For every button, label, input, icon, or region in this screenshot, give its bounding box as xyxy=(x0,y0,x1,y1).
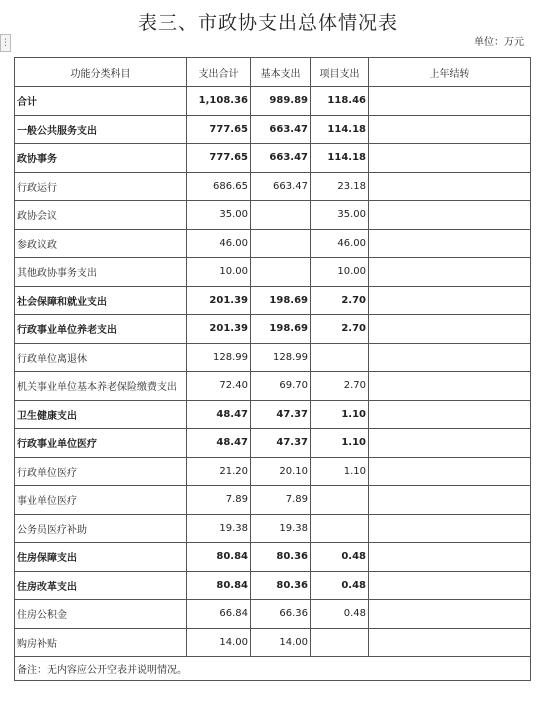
row-carryover-cell xyxy=(369,172,531,201)
table-row xyxy=(15,229,531,258)
table-row xyxy=(15,315,531,344)
table-row xyxy=(15,201,531,230)
table-row xyxy=(15,486,531,515)
row-name-cell: 公务员医疗补助 xyxy=(15,514,187,543)
row-name-cell: 住房改革支出 xyxy=(15,571,187,600)
row-basic-cell: 14.00 xyxy=(251,628,311,657)
header-category: 功能分类科目 xyxy=(15,58,187,87)
row-total-cell: 66.84 xyxy=(187,600,251,629)
row-total-cell: 10.00 xyxy=(187,258,251,287)
row-carryover-cell xyxy=(369,144,531,173)
row-name-cell: 其他政协事务支出 xyxy=(15,258,187,287)
row-project-cell: 2.70 xyxy=(311,286,369,315)
table-row xyxy=(15,258,531,287)
row-name-cell: 机关事业单位基本养老保险缴费支出 xyxy=(15,372,187,401)
row-basic-cell: 20.10 xyxy=(251,457,311,486)
row-basic-cell xyxy=(251,258,311,287)
row-name-cell: 一般公共服务支出 xyxy=(15,115,187,144)
row-carryover-cell xyxy=(369,258,531,287)
row-total-cell: 14.00 xyxy=(187,628,251,657)
row-project-cell: 10.00 xyxy=(311,258,369,287)
note-text: 备注：无内容应公开空表并说明情况。 xyxy=(15,657,531,681)
row-basic-cell: 7.89 xyxy=(251,486,311,515)
expenditure-table xyxy=(14,57,531,681)
row-name-cell: 行政运行 xyxy=(15,172,187,201)
row-total-cell: 1,108.36 xyxy=(187,87,251,116)
row-project-cell xyxy=(311,628,369,657)
row-total-cell: 201.39 xyxy=(187,315,251,344)
row-total-cell: 128.99 xyxy=(187,343,251,372)
row-carryover-cell xyxy=(369,486,531,515)
row-carryover-cell xyxy=(369,457,531,486)
row-carryover-cell xyxy=(369,315,531,344)
row-carryover-cell xyxy=(369,286,531,315)
row-total-cell: 686.65 xyxy=(187,172,251,201)
row-name-cell: 社会保障和就业支出 xyxy=(15,286,187,315)
row-project-cell xyxy=(311,514,369,543)
row-basic-cell: 66.36 xyxy=(251,600,311,629)
row-basic-cell: 128.99 xyxy=(251,343,311,372)
row-carryover-cell xyxy=(369,400,531,429)
row-project-cell: 35.00 xyxy=(311,201,369,230)
row-project-cell: 1.10 xyxy=(311,429,369,458)
page-title: 表三、市政协支出总体情况表 xyxy=(137,12,398,34)
row-basic-cell: 663.47 xyxy=(251,144,311,173)
row-carryover-cell xyxy=(369,514,531,543)
table-row xyxy=(15,87,531,116)
table-row xyxy=(15,429,531,458)
header-carryover: 上年结转 xyxy=(369,58,531,87)
row-project-cell: 114.18 xyxy=(311,115,369,144)
row-total-cell: 7.89 xyxy=(187,486,251,515)
row-project-cell: 46.00 xyxy=(311,229,369,258)
table-row xyxy=(15,457,531,486)
row-project-cell: 114.18 xyxy=(311,144,369,173)
table-row xyxy=(15,115,531,144)
row-total-cell: 19.38 xyxy=(187,514,251,543)
table-row xyxy=(15,286,531,315)
table-row xyxy=(15,543,531,572)
row-name-cell: 行政单位离退休 xyxy=(15,343,187,372)
row-project-cell: 23.18 xyxy=(311,172,369,201)
row-project-cell xyxy=(311,486,369,515)
row-project-cell: 0.48 xyxy=(311,571,369,600)
table-row xyxy=(15,628,531,657)
row-carryover-cell xyxy=(369,429,531,458)
row-basic-cell: 80.36 xyxy=(251,543,311,572)
row-project-cell: 0.48 xyxy=(311,543,369,572)
row-project-cell: 1.10 xyxy=(311,457,369,486)
row-carryover-cell xyxy=(369,115,531,144)
row-carryover-cell xyxy=(369,543,531,572)
row-carryover-cell xyxy=(369,87,531,116)
unit-label: 单位：万元 xyxy=(474,37,524,48)
table-row xyxy=(15,172,531,201)
row-carryover-cell xyxy=(369,343,531,372)
row-total-cell: 48.47 xyxy=(187,400,251,429)
table-row xyxy=(15,400,531,429)
row-project-cell: 0.48 xyxy=(311,600,369,629)
row-total-cell: 21.20 xyxy=(187,457,251,486)
row-carryover-cell xyxy=(369,571,531,600)
row-total-cell: 46.00 xyxy=(187,229,251,258)
row-basic-cell: 198.69 xyxy=(251,315,311,344)
row-basic-cell xyxy=(251,201,311,230)
header-total: 支出合计 xyxy=(187,58,251,87)
table-row xyxy=(15,144,531,173)
row-basic-cell: 663.47 xyxy=(251,115,311,144)
header-project: 项目支出 xyxy=(311,58,369,87)
row-name-cell: 参政议政 xyxy=(15,229,187,258)
row-project-cell: 2.70 xyxy=(311,315,369,344)
row-basic-cell: 69.70 xyxy=(251,372,311,401)
row-name-cell: 住房保障支出 xyxy=(15,543,187,572)
row-name-cell: 行政单位医疗 xyxy=(15,457,187,486)
row-total-cell: 777.65 xyxy=(187,115,251,144)
row-carryover-cell xyxy=(369,600,531,629)
table-row xyxy=(15,343,531,372)
table-row xyxy=(15,571,531,600)
row-carryover-cell xyxy=(369,229,531,258)
row-name-cell: 行政事业单位医疗 xyxy=(15,429,187,458)
row-name-cell: 购房补贴 xyxy=(15,628,187,657)
row-carryover-cell xyxy=(369,201,531,230)
row-basic-cell: 989.89 xyxy=(251,87,311,116)
row-name-cell: 事业单位医疗 xyxy=(15,486,187,515)
row-name-cell: 合计 xyxy=(15,87,187,116)
row-project-cell: 2.70 xyxy=(311,372,369,401)
row-carryover-cell xyxy=(369,628,531,657)
row-project-cell xyxy=(311,343,369,372)
row-total-cell: 80.84 xyxy=(187,571,251,600)
row-name-cell: 卫生健康支出 xyxy=(15,400,187,429)
table-row xyxy=(15,372,531,401)
header-basic: 基本支出 xyxy=(251,58,311,87)
row-name-cell: 政协事务 xyxy=(15,144,187,173)
row-project-cell: 1.10 xyxy=(311,400,369,429)
row-basic-cell xyxy=(251,229,311,258)
table-row xyxy=(15,514,531,543)
row-carryover-cell xyxy=(369,372,531,401)
row-basic-cell: 19.38 xyxy=(251,514,311,543)
row-basic-cell: 47.37 xyxy=(251,400,311,429)
row-total-cell: 35.00 xyxy=(187,201,251,230)
row-basic-cell: 198.69 xyxy=(251,286,311,315)
row-project-cell: 118.46 xyxy=(311,87,369,116)
row-total-cell: 80.84 xyxy=(187,543,251,572)
row-total-cell: 72.40 xyxy=(187,372,251,401)
row-total-cell: 777.65 xyxy=(187,144,251,173)
row-basic-cell: 663.47 xyxy=(251,172,311,201)
row-name-cell: 行政事业单位养老支出 xyxy=(15,315,187,344)
table-row xyxy=(15,600,531,629)
row-total-cell: 201.39 xyxy=(187,286,251,315)
row-name-cell: 住房公积金 xyxy=(15,600,187,629)
row-total-cell: 48.47 xyxy=(187,429,251,458)
table-header-row xyxy=(15,58,531,87)
drag-handle-icon[interactable]: ⋮ xyxy=(0,34,11,52)
row-name-cell: 政协会议 xyxy=(15,201,187,230)
row-basic-cell: 80.36 xyxy=(251,571,311,600)
note-row xyxy=(15,657,531,681)
row-basic-cell: 47.37 xyxy=(251,429,311,458)
